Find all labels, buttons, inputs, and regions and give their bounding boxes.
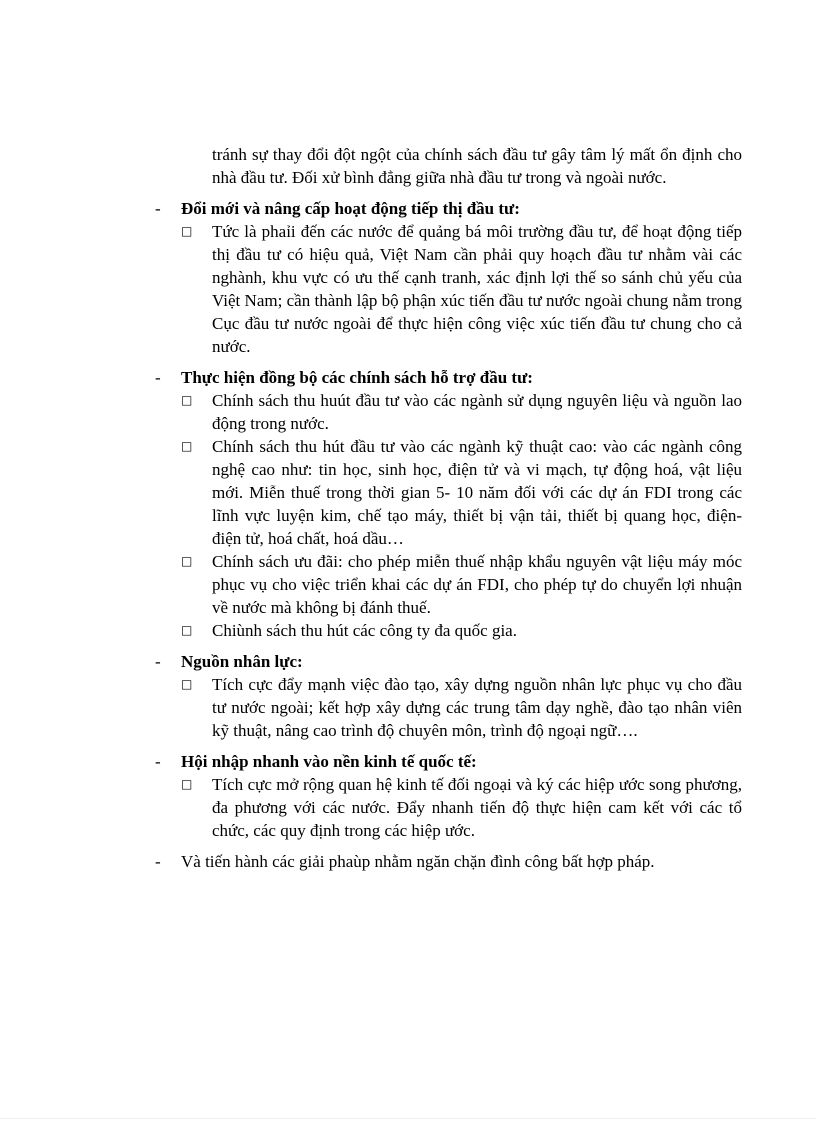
checkbox-bullet-icon: □ bbox=[181, 439, 193, 453]
bullet-text: Chính sách thu hút đầu tư vào các ngành kỹ thuật cao: vào các ngành công nghệ cao như: tin học, sinh học, điện tử và vi mạch, tự động hoá, vật liệu mới. Miễn thuế trong thời gian 5- 10 năm đối với các dự án FDI trong các lĩnh vực luyện kim, chế tạo máy, thiết bị vận tải, thiết bị quang học, điện- điện tử, hoá chất, hoá dầu… bbox=[212, 437, 742, 548]
section-support-policies bbox=[155, 366, 742, 642]
checkbox-bullet-icon: □ bbox=[181, 224, 193, 238]
bullet-item bbox=[181, 435, 742, 550]
section-heading bbox=[155, 197, 742, 220]
section-human-resources bbox=[155, 650, 742, 742]
section-integration bbox=[155, 750, 742, 842]
closing-line bbox=[155, 850, 742, 873]
intro-paragraph: tránh sự thay đổi đột ngột của chính sách đầu tư gây tâm lý mất ổn định cho nhà đầu tư. Đối xử bình đẳng giữa nhà đầu tư trong và ngoài nước. bbox=[212, 145, 742, 187]
bullet-text: Tích cực mở rộng quan hệ kinh tế đối ngoại và ký các hiệp ước song phương, đa phương với các nước. Đẩy nhanh tiến độ thực hiện cam kết với các tổ chức, các quy định trong các hiệp ước. bbox=[212, 775, 742, 840]
section-heading bbox=[155, 366, 742, 389]
bullet-text: Chính sách ưu đãi: cho phép miễn thuế nhập khẩu nguyên vật liệu máy móc phục vụ cho việc triển khai các dự án FDI, cho phép tự do chuyển lợi nhuận về nước mà không bị đánh thuế. bbox=[212, 552, 742, 617]
section-heading bbox=[155, 650, 742, 673]
dash-marker: - bbox=[155, 652, 161, 671]
heading-text: Thực hiện đồng bộ các chính sách hỗ trợ đầu tư: bbox=[181, 368, 533, 387]
checkbox-bullet-icon: □ bbox=[181, 554, 193, 568]
heading-text: Nguồn nhân lực: bbox=[181, 652, 303, 671]
document-body bbox=[155, 143, 742, 873]
bullet-item bbox=[181, 619, 742, 642]
closing-item bbox=[155, 850, 742, 873]
checkbox-bullet-icon: □ bbox=[181, 623, 193, 637]
bullet-item bbox=[181, 550, 742, 619]
page-bottom-divider bbox=[0, 1118, 816, 1119]
dash-marker: - bbox=[155, 368, 161, 387]
checkbox-bullet-icon: □ bbox=[181, 777, 193, 791]
checkbox-bullet-icon: □ bbox=[181, 393, 193, 407]
dash-marker: - bbox=[155, 752, 161, 771]
bullet-text: Chiùnh sách thu hút các công ty đa quốc gia. bbox=[212, 621, 517, 640]
bullet-text: Chính sách thu huút đầu tư vào các ngành sử dụng nguyên liệu và nguồn lao động trong nước. bbox=[212, 391, 742, 433]
bullet-text: Tức là phaỉi đến các nước để quảng bá môi trường đầu tư, để hoạt động tiếp thị đầu tư có hiệu quả, Việt Nam cần phải quy hoạch đầu tư nhằm vài các nghành, khu vực có ưu thế cạnh tranh, xác định lợi thế so sánh chủ yếu của Việt Nam; cần thành lập bộ phận xúc tiến đầu tư nước ngoài chung nằm trong Cục đầu tư nước ngoài để thực hiện công việc xúc tiến đầu tư chung cho cả nước. bbox=[212, 222, 742, 356]
bullet-item bbox=[181, 673, 742, 742]
heading-text: Hội nhập nhanh vào nền kinh tế quốc tế: bbox=[181, 752, 477, 771]
dash-marker: - bbox=[155, 852, 161, 871]
section-investment-promotion bbox=[155, 197, 742, 358]
heading-text: Đổi mới và nâng cấp hoạt động tiếp thị đầu tư: bbox=[181, 199, 520, 218]
bullet-item bbox=[181, 220, 742, 358]
closing-text: Và tiến hành các giải phaùp nhằm ngăn chặn đình công bất hợp pháp. bbox=[181, 852, 655, 871]
section-heading bbox=[155, 750, 742, 773]
dash-marker: - bbox=[155, 199, 161, 218]
bullet-text: Tích cực đẩy mạnh việc đào tạo, xây dựng nguồn nhân lực phục vụ cho đầu tư nước ngoài; kết hợp xây dựng các trung tâm dạy nghề, đào tạo nhân viên kỹ thuật, nâng cao trình độ chuyên môn, trình độ ngoại ngữ…. bbox=[212, 675, 742, 740]
checkbox-bullet-icon: □ bbox=[181, 677, 193, 691]
bullet-item bbox=[181, 773, 742, 842]
bullet-item bbox=[181, 389, 742, 435]
